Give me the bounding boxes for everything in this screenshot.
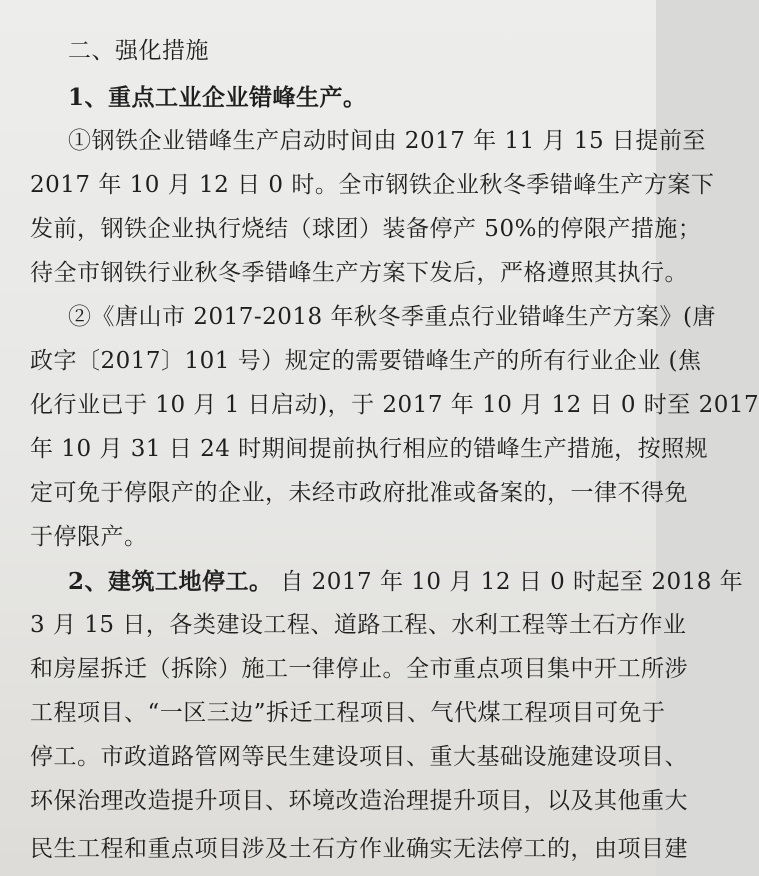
paragraph-1-line-1: ①钢铁企业错峰生产启动时间由 2017 年 11 月 15 日提前至 <box>68 128 706 154</box>
paragraph-1-line-2: 2017 年 10 月 12 日 0 时。全市钢铁企业秋冬季错峰生产方案下 <box>30 172 715 198</box>
paragraph-2-line-3: 化行业已于 10 月 1 日启动)，于 2017 年 10 月 12 日 0 时至 2017 <box>30 392 759 418</box>
paragraph-2-line-5: 定可免于停限产的企业，未经市政府批准或备案的，一律不得免 <box>30 480 688 506</box>
paragraph-3-first-line-text: 自 2017 年 10 月 12 日 0 时起至 2018 年 <box>280 569 744 595</box>
section-heading-2: 二、强化措施 <box>68 38 209 64</box>
paragraph-1-line-3: 发前，钢铁企业执行烧结（球团）装备停产 50%的停限产措施； <box>30 216 702 242</box>
subheading-1: 1、重点工业企业错峰生产。 <box>68 84 367 111</box>
subheading-2: 2、建筑工地停工。 <box>68 568 273 595</box>
paragraph-3-line-7: 民生工程和重点项目涉及土石方作业确实无法停工的，由项目建 <box>30 836 688 862</box>
paragraph-3-line-6: 环保治理改造提升项目、环境改造治理提升项目，以及其他重大 <box>30 788 688 814</box>
paragraph-2-line-2: 政字〔2017〕101 号）规定的需要错峰生产的所有行业企业 (焦 <box>30 348 702 374</box>
paragraph-2-line-6: 于停限产。 <box>30 524 148 550</box>
paragraph-2-line-1: ②《唐山市 2017-2018 年秋冬季重点行业错峰生产方案》(唐 <box>68 304 716 330</box>
paragraph-3-first-line <box>68 568 743 597</box>
paragraph-3-line-4: 工程项目、“一区三边”拆迁工程项目、气代煤工程项目可免于 <box>30 700 666 726</box>
paragraph-3-line-5: 停工。市政道路管网等民生建设项目、重大基础设施建设项目、 <box>30 744 688 770</box>
paragraph-3-line-3: 和房屋拆迁（拆除）施工一律停止。全市重点项目集中开工所涉 <box>30 656 688 682</box>
paragraph-2-line-4: 年 10 月 31 日 24 时期间提前执行相应的错峰生产措施，按照规 <box>30 436 709 462</box>
paragraph-1-line-4: 待全市钢铁行业秋冬季错峰生产方案下发后，严格遵照其执行。 <box>30 260 688 286</box>
paragraph-3-line-2: 3 月 15 日，各类建设工程、道路工程、水利工程等土石方作业 <box>30 612 687 638</box>
